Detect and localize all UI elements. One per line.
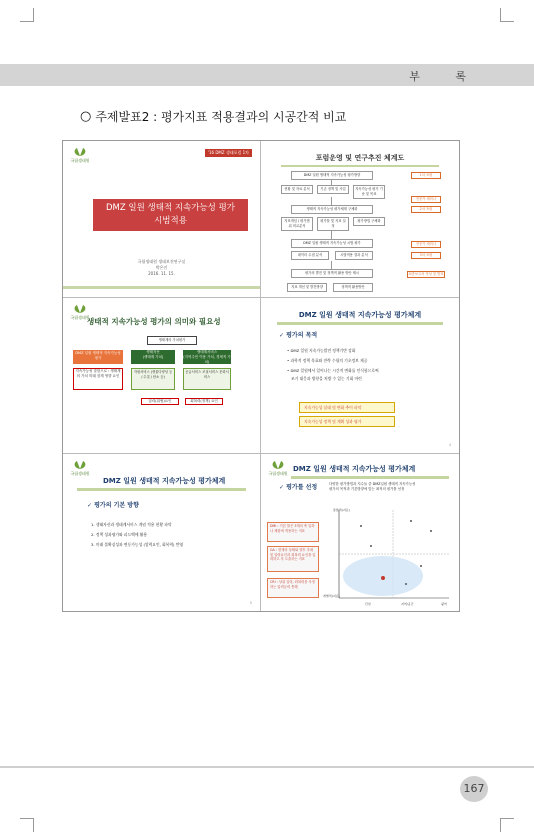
direction-item-2: 2. 정책 성과평가와 피드백에 활용: [91, 532, 148, 538]
slide-page-number: 5: [249, 601, 252, 605]
forum-box-2: 2차 포럼: [411, 206, 441, 213]
selected-point: [381, 576, 385, 580]
heading-marker: ○: [80, 109, 92, 124]
cri-note: CRI : 상위 입력, 회복력을 사정하는 압력등력 통해: [267, 578, 319, 598]
value-assessment-box: 생태계의 가치평가: [147, 336, 197, 345]
data-point: [410, 520, 412, 522]
ga-note: GA : 현재의 상태와 향후 추세 및 압력요인과 회복력 요인을 입력하고 후 도출하는 지표: [267, 546, 319, 572]
slide2-title: 포럼운영 및 연구추진 체계도: [315, 154, 405, 162]
data-point: [405, 583, 407, 585]
leaf-logo-icon: [267, 460, 289, 470]
flow-box-d2: 평가틀 및 지표 설정: [317, 217, 349, 231]
presenter-name: 박은진: [155, 265, 168, 270]
page-number: 167: [460, 776, 488, 802]
org-name: 국립생태원 생태보전연구실: [137, 259, 186, 264]
logo-text: 국립생태원: [70, 158, 90, 163]
logo: [267, 460, 289, 482]
section-label: 부 록: [409, 70, 482, 83]
sustainability-meaning-box: 지속가능성 말함으로 : 생태계의 가치 미래 잠재 영향 요인: [73, 368, 123, 390]
final-report-box: 최종보고서 작성 및 발표: [408, 272, 444, 276]
pressure-factor-box: 압력(위협)요인: [141, 398, 179, 405]
framework-desc-line2: 평가의 목적과 기본방향에 맞는 최적의 평가틀 선정: [329, 487, 405, 492]
slide1-title-line1: DMZ 일원 생태적 지속가능성 평가: [105, 203, 236, 213]
flow-connector: [331, 231, 332, 239]
flow-box-e1: 데이터 수집 분석: [291, 251, 329, 260]
slide-5: [63, 454, 261, 611]
bullet-text: DMZ 일원 지속가능발전 정책기반 강화: [290, 347, 356, 353]
presentation-date: 2016. 11. 15.: [148, 271, 175, 276]
data-point: [420, 565, 422, 567]
x-axis-label-3: 광역: [441, 602, 447, 607]
slide4-title: DMZ 일원 생태적 지속가능성 평가체계: [298, 310, 422, 319]
slide5-title: DMZ 일원 생태적 지속가능성 평가체계: [103, 477, 226, 486]
bullet-text: 과학적 정책 목표와 전략 수립의 기초정보 제공: [290, 357, 368, 363]
slide6-underline: [291, 476, 449, 479]
direction-item-1: 1. 생태자산과 생태계서비스 개념 적용 현황 파악: [91, 522, 172, 528]
eco-asset-box: [131, 350, 175, 364]
eco-service-title: 생태계서비스: [196, 349, 218, 354]
purpose-check: ✓ 평가의 목적: [279, 331, 318, 339]
flow-connector: [331, 261, 332, 269]
crop-mark-bottom-left: [20, 818, 34, 832]
leaf-logo-icon: [69, 147, 91, 157]
purpose-bullet-3-cont: 조기 대응과 방향을 처방 수 있는 기회 마련: [291, 375, 362, 381]
framework-matrix: [331, 506, 453, 608]
slide-3: [63, 298, 261, 455]
goal-box-1: 지속가능성 실태 및 변화 추이 파악: [299, 402, 395, 413]
slide-6: [261, 454, 459, 611]
flow-box-low: DMZ 일원 생태적 지속가능성 시범 평가: [291, 239, 373, 248]
purpose-bullet-3: • DMZ 일원에서 일어나는 시간적 변화를 인식함으로써: [287, 367, 379, 373]
page-heading: [80, 108, 346, 125]
eco-service-detail: 공급서비스 조절서비스 문화서비스: [183, 368, 231, 390]
slide1-title-line2: 시범적용: [154, 216, 187, 226]
logo-text: 국립생태원: [268, 471, 288, 477]
flow-box-mid: 생태적 지속가능성 평가체계 구체화: [291, 205, 373, 214]
purpose-bullet-2: • 과학적 정책 목표와 전략 수립의 기초정보 제공: [287, 357, 368, 363]
slide1-bottom-bar: [63, 286, 260, 289]
dmi-note: DMI : 기본 틀은 3개의 축 입하나 체험에 적용하는 지표: [267, 522, 319, 542]
direction-check: ✓ 평가의 기본 방향: [87, 502, 139, 510]
data-point: [360, 525, 362, 527]
flow-box-b: 기존 정책 및 사업: [317, 185, 349, 194]
flow-box-e2: 시범적용 결과 분석: [335, 251, 373, 260]
slide1-presenter: [63, 259, 260, 277]
forum-tag: '16 DMZ 생태포럼 1차: [205, 149, 252, 157]
data-point: [370, 545, 372, 547]
slide-2: [261, 141, 459, 298]
flow-box-d3: 평가방법 구체화: [353, 217, 385, 226]
resilience-factor-box: 회복력(정책) 요인: [185, 398, 223, 405]
direction-item-3: 3. 미래 불확실성과 변동가능성 (압력요인, 회복력) 반영: [91, 542, 184, 548]
eco-service-box: [183, 350, 231, 364]
leaf-logo-icon: [69, 304, 91, 314]
y-axis-label: 통합적(지표): [333, 508, 350, 513]
flow-box-a: 현황 및 자료 분석: [281, 185, 313, 194]
logo-text: 국립생태원: [70, 314, 90, 320]
seminar-box-1: 전문가 세미나: [411, 196, 441, 203]
logo: [69, 147, 91, 169]
flow-box-d1: 지표개념 / 평가범위 비교분석: [281, 217, 313, 231]
heading-text: 주제발표2 : 평가지표 적용결과의 시공간적 비교: [95, 110, 347, 124]
framework-check: ✓ 평가틀 선정: [279, 484, 318, 492]
flow-box-f2: 정책적 활용방안: [333, 283, 373, 292]
logo-text: 국립생태원: [70, 471, 90, 477]
slide3-title: 생태적 지속가능성 평가의 의미와 필요성: [87, 316, 221, 326]
goal-box-2: 지속가능성 정책 및 계획 성과 평가: [299, 416, 395, 427]
eco-asset-detail: 자원서비스 (생물다양성 등 / 수질 / 탄소 등): [131, 368, 175, 390]
section-band: [0, 64, 534, 86]
bullet-text: DMZ 일원에서 일어나는 시간적 변화를 인식함으로써: [290, 367, 379, 373]
seminar-box-2: 전문가 세미나: [411, 241, 441, 248]
flow-box-c: 지속가능성 평가 기준 및 목표: [353, 185, 385, 199]
slide4-underline: [277, 322, 443, 325]
data-point: [430, 530, 432, 532]
slide2-underline: [281, 165, 439, 167]
slide6-title: DMZ 일원 생태적 지속가능성 평가체계: [293, 465, 416, 474]
logo: [69, 460, 91, 482]
flow-box-top: DMZ 일원 생태적 지속가능성 평가방향: [291, 171, 373, 180]
y-axis-low-label: 개별적(지표): [323, 594, 340, 599]
dmz-assessment-box: DMZ 일원 생태적 지속가능성 평가: [73, 350, 123, 364]
flow-box-f1: 지표 개선 및 발전방향: [287, 283, 327, 292]
slide-4: [261, 298, 459, 455]
slide-grid: [62, 140, 460, 612]
slide-1: [63, 141, 261, 298]
crop-mark-bottom-right: [500, 818, 514, 832]
crop-mark-top-right: [500, 8, 514, 22]
crop-mark-top-left: [20, 8, 34, 22]
slide1-title: [93, 199, 248, 231]
eco-asset-sub: (생태계 가치): [142, 354, 164, 359]
purpose-bullet-1: • DMZ 일원 지속가능발전 정책기반 강화: [287, 347, 356, 353]
forum-box-3: 3차 포럼: [411, 252, 441, 259]
leaf-logo-icon: [69, 460, 91, 470]
forum-box-1: 1차 포럼: [411, 172, 441, 179]
flow-connector: [331, 197, 332, 205]
x-axis-label-1: 단일: [365, 602, 371, 607]
eco-service-sub: (지역주민 이용 가치, 경제적 가치): [183, 354, 231, 364]
slide-page-number: 4: [448, 443, 451, 448]
slide5-underline: [77, 488, 246, 491]
eco-asset-title: 생태자산: [146, 349, 160, 354]
flow-box-bottom: 평가의 발전 및 정책적 활용 방안 제시: [291, 269, 373, 278]
framework-desc-line1: 다양한 평가방법과 지수들 중 DMZ일원 생태적 지속가능성: [329, 482, 416, 487]
x-axis-label-2: 지역/공간: [401, 602, 414, 607]
footer-rule: [0, 766, 534, 768]
framework-desc: [329, 482, 415, 492]
